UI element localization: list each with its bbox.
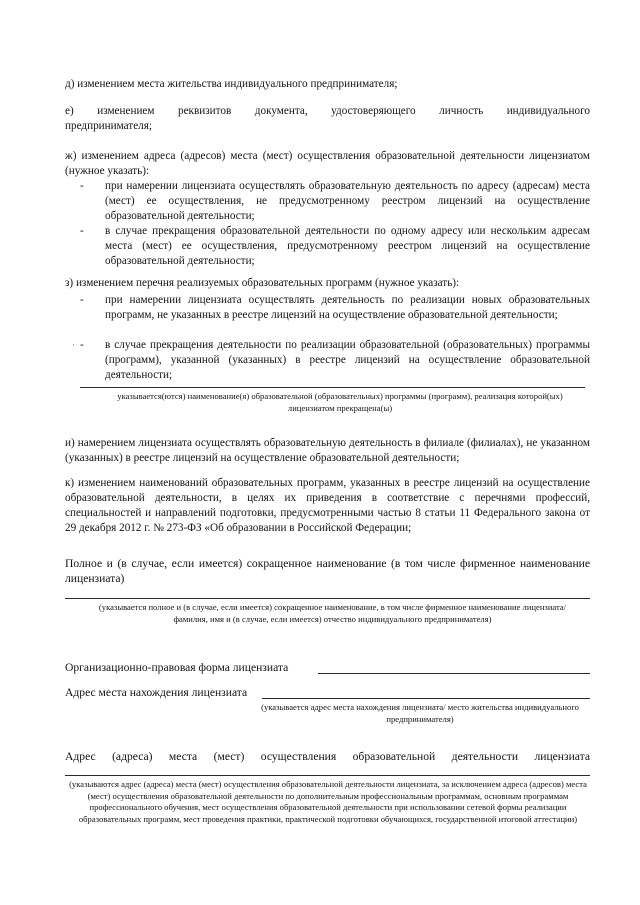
- item-z-bullet-2: [80, 338, 590, 383]
- address-fill-line[interactable]: [262, 698, 590, 699]
- programs-fill-line: [80, 387, 585, 388]
- item-z: з) изменением перечня реализуемых образовательных программ (нужное указать):: [65, 277, 460, 289]
- item-i: и) намерением лицензиата осуществлять образовательную деятельность в филиале (филиалах), не указанном (указанных) в реестре лицензий на осуществление образовательной деятельности;: [65, 437, 590, 464]
- item-d: д) изменением места жительства индивидуального предпринимателя;: [65, 78, 398, 90]
- item-zh-bullet-1: [80, 179, 590, 224]
- org-form-label: Организационно-правовая форма лицензиата: [65, 661, 289, 674]
- activity-address-hint: (указываются адрес (адреса) места (мест) осуществления образовательной деятельности лицензиата, за исключением адреса (адресов) места (мест) осуществления образовательной деятельности по дополнительным профессиональным программам, основным программам профессионального обучения, мест осуществления образовательной деятельности при использовании сетевой формы реализации образовательных программ, мест проведения практики, практической подготовки обучающихся, государственной итоговой аттестации): [69, 779, 587, 824]
- bullet-text: при намерении лицензиата осуществлять деятельность по реализации новых образовательных программ, не указанных в реестре лицензий на осуществление образовательной деятельности;: [105, 294, 590, 321]
- org-form-fill-line[interactable]: [318, 673, 590, 674]
- item-e-line2: предпринимателя;: [65, 120, 153, 132]
- bullet-mark: -: [80, 294, 84, 306]
- bullet-text: в случае прекращения деятельности по реализации образовательной (образовательных) программы (программ), указанной (указанных) в реестре лицензий на осуществление образовательной деятельности;: [105, 339, 590, 381]
- address-label: Адрес места нахождения лицензиата: [65, 686, 248, 699]
- bullet-text: при намерении лицензиата осуществлять образовательную деятельность по адресу (адресам) места (мест) ее осуществления, не предусмотренному реестром лицензий на осуществление образовательной деятельности;: [105, 180, 590, 222]
- name-label: Полное и (в случае, если имеется) сокращенное наименование (в том числе фирменное наименование лицензиата): [65, 557, 590, 585]
- activity-address-fill-line[interactable]: [65, 775, 590, 776]
- item-k: к) изменением наименований образовательных программ, указанных в реестре лицензий на осуществление образовательной деятельности, в целях их приведения в соответствие с перечнями профессий, специальностей и направлений подготовки, предусмотренными частью 8 статьи 11 Федерального закона от 29 декабря 2012 г. № 273-ФЗ «Об образовании в Российской Федерации;: [65, 477, 590, 534]
- scan-speck: ·: [72, 340, 75, 350]
- item-zh-bullet-2: [80, 224, 590, 269]
- hint-programs: указывается(ются) наименование(я) образовательной (образовательных) программы (программ), реализация которой(ых) лицензиатом прекращена(ы): [117, 391, 563, 413]
- item-e-line1: е) изменением реквизитов документа, удостоверяющего личность индивидуального: [65, 105, 590, 117]
- name-fill-line[interactable]: [65, 598, 590, 599]
- activity-address-label: Адрес (адреса) места (мест) осуществления образовательной деятельности лицензиата: [65, 750, 590, 763]
- address-hint: (указывается адрес места нахождения лицензиата/ место жительства индивидуального предпринимателя): [261, 702, 579, 724]
- bullet-mark: -: [80, 225, 84, 237]
- item-z-bullet-1: [80, 293, 590, 323]
- item-zh: ж) изменением адреса (адресов) места (мест) осуществления образовательной деятельности лицензиатом (нужное указать):: [65, 150, 590, 177]
- bullet-mark: -: [80, 180, 84, 192]
- bullet-mark: -: [80, 339, 84, 351]
- name-hint: (указывается полное и (в случае, если имеется) сокращенное наименование, в том числе фирменное наименование лицензиата/ фамилия, имя и (в случае, если имеется) отчество индивидуального предпринимателя): [98, 602, 567, 624]
- bullet-text: в случае прекращения образовательной деятельности по одному адресу или нескольким адресам места (мест) ее осуществления, предусмотренному реестром лицензий на осуществление образовательной деятельности;: [105, 225, 590, 267]
